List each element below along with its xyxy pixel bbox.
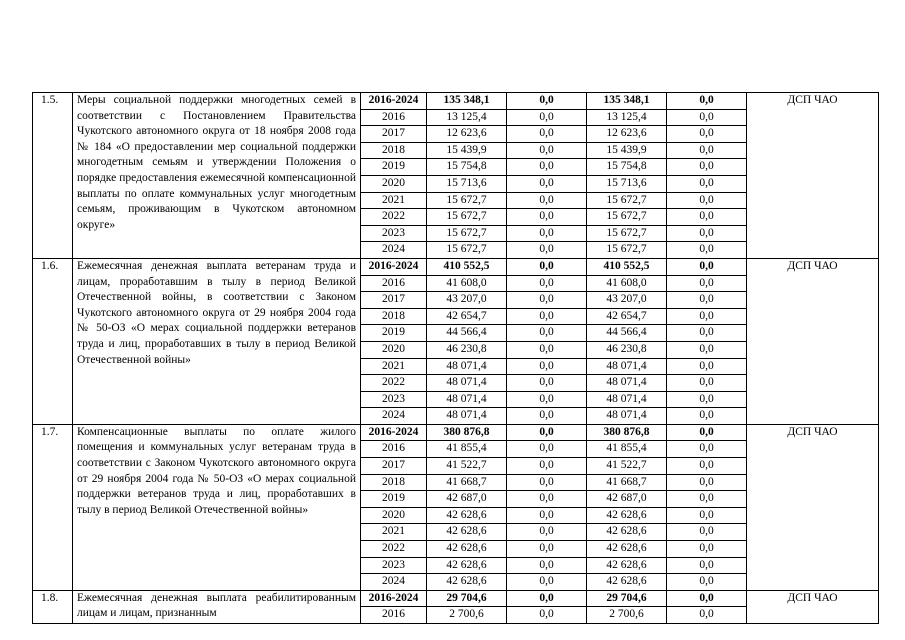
other-sources-cell: 0,0: [667, 491, 747, 508]
district-budget-cell: 15 439,9: [587, 142, 667, 159]
federal-budget-cell: 0,0: [507, 391, 587, 408]
other-sources-cell: 0,0: [667, 93, 747, 110]
total-cell: 42 628,6: [427, 524, 507, 541]
district-budget-cell: 42 628,6: [587, 541, 667, 558]
year-cell: 2016-2024: [361, 424, 427, 441]
district-budget-cell: 380 876,8: [587, 424, 667, 441]
total-cell: 48 071,4: [427, 408, 507, 425]
federal-budget-cell: 0,0: [507, 159, 587, 176]
table-row-total: [33, 93, 879, 110]
federal-budget-cell: 0,0: [507, 292, 587, 309]
federal-budget-cell: 0,0: [507, 126, 587, 143]
federal-budget-cell: 0,0: [507, 308, 587, 325]
district-budget-cell: 2 700,6: [587, 607, 667, 624]
other-sources-cell: 0,0: [667, 109, 747, 126]
other-sources-cell: 0,0: [667, 275, 747, 292]
year-cell: 2016: [361, 441, 427, 458]
total-cell: 48 071,4: [427, 375, 507, 392]
year-cell: 2019: [361, 491, 427, 508]
district-budget-cell: 41 522,7: [587, 458, 667, 475]
federal-budget-cell: 0,0: [507, 408, 587, 425]
year-cell: 2016: [361, 275, 427, 292]
other-sources-cell: 0,0: [667, 258, 747, 275]
executor-cell: ДСП ЧАО: [747, 258, 879, 424]
federal-budget-cell: 0,0: [507, 441, 587, 458]
district-budget-cell: 29 704,6: [587, 590, 667, 607]
total-cell: 42 628,6: [427, 541, 507, 558]
federal-budget-cell: 0,0: [507, 358, 587, 375]
year-cell: 2021: [361, 192, 427, 209]
item-number: 1.6.: [33, 258, 73, 424]
year-cell: 2021: [361, 358, 427, 375]
total-cell: 15 672,7: [427, 242, 507, 259]
district-budget-cell: 42 628,6: [587, 557, 667, 574]
district-budget-cell: 13 125,4: [587, 109, 667, 126]
district-budget-cell: 42 654,7: [587, 308, 667, 325]
year-cell: 2017: [361, 458, 427, 475]
year-cell: 2024: [361, 242, 427, 259]
district-budget-cell: 48 071,4: [587, 408, 667, 425]
federal-budget-cell: 0,0: [507, 93, 587, 110]
year-cell: 2023: [361, 225, 427, 242]
total-cell: 15 672,7: [427, 225, 507, 242]
total-cell: 13 125,4: [427, 109, 507, 126]
federal-budget-cell: 0,0: [507, 242, 587, 259]
year-cell: 2017: [361, 126, 427, 143]
year-cell: 2018: [361, 474, 427, 491]
federal-budget-cell: 0,0: [507, 375, 587, 392]
federal-budget-cell: 0,0: [507, 275, 587, 292]
district-budget-cell: 15 754,8: [587, 159, 667, 176]
year-cell: 2018: [361, 308, 427, 325]
total-cell: 42 654,7: [427, 308, 507, 325]
year-cell: 2020: [361, 341, 427, 358]
total-cell: 43 207,0: [427, 292, 507, 309]
district-budget-cell: 12 623,6: [587, 126, 667, 143]
federal-budget-cell: 0,0: [507, 142, 587, 159]
federal-budget-cell: 0,0: [507, 325, 587, 342]
total-cell: 15 672,7: [427, 209, 507, 226]
year-cell: 2021: [361, 524, 427, 541]
total-cell: 29 704,6: [427, 590, 507, 607]
table-row-total: [33, 258, 879, 275]
executor-cell: ДСП ЧАО: [747, 590, 879, 623]
federal-budget-cell: 0,0: [507, 225, 587, 242]
other-sources-cell: 0,0: [667, 607, 747, 624]
other-sources-cell: 0,0: [667, 225, 747, 242]
district-budget-cell: 41 608,0: [587, 275, 667, 292]
total-cell: 42 628,6: [427, 507, 507, 524]
year-cell: 2016: [361, 109, 427, 126]
item-description: Ежемесячная денежная выплата реабилитированным лицам и лицам, признанным: [73, 590, 361, 623]
total-cell: 15 672,7: [427, 192, 507, 209]
total-cell: 41 608,0: [427, 275, 507, 292]
total-cell: 41 522,7: [427, 458, 507, 475]
other-sources-cell: 0,0: [667, 375, 747, 392]
table-row-total: [33, 424, 879, 441]
other-sources-cell: 0,0: [667, 541, 747, 558]
item-number: 1.7.: [33, 424, 73, 590]
district-budget-cell: 46 230,8: [587, 341, 667, 358]
year-cell: 2019: [361, 325, 427, 342]
federal-budget-cell: 0,0: [507, 175, 587, 192]
total-cell: 2 700,6: [427, 607, 507, 624]
other-sources-cell: 0,0: [667, 325, 747, 342]
district-budget-cell: 41 668,7: [587, 474, 667, 491]
federal-budget-cell: 0,0: [507, 491, 587, 508]
total-cell: 42 628,6: [427, 574, 507, 591]
district-budget-cell: 43 207,0: [587, 292, 667, 309]
federal-budget-cell: 0,0: [507, 341, 587, 358]
district-budget-cell: 48 071,4: [587, 358, 667, 375]
district-budget-cell: 42 628,6: [587, 574, 667, 591]
other-sources-cell: 0,0: [667, 142, 747, 159]
executor-cell: ДСП ЧАО: [747, 424, 879, 590]
other-sources-cell: 0,0: [667, 175, 747, 192]
table-row-total: [33, 590, 879, 607]
other-sources-cell: 0,0: [667, 341, 747, 358]
other-sources-cell: 0,0: [667, 126, 747, 143]
year-cell: 2022: [361, 541, 427, 558]
federal-budget-cell: 0,0: [507, 507, 587, 524]
year-cell: 2017: [361, 292, 427, 309]
item-number: 1.8.: [33, 590, 73, 623]
federal-budget-cell: 0,0: [507, 607, 587, 624]
federal-budget-cell: 0,0: [507, 192, 587, 209]
total-cell: 380 876,8: [427, 424, 507, 441]
item-description: Меры социальной поддержки многодетных семей в соответствии с Постановлением Правительства Чукотского автономного округа от 18 ноября 2008 года № 184 «О предоставлении мер социальной поддержки многодетным семьям и утверждении Положения о порядке предоставления ежемесячной компенсационной выплаты по оплате коммунальных услуг многодетным семьям, проживающим в Чукотском автономном округе»: [73, 93, 361, 259]
total-cell: 410 552,5: [427, 258, 507, 275]
federal-budget-cell: 0,0: [507, 524, 587, 541]
district-budget-cell: 410 552,5: [587, 258, 667, 275]
year-cell: 2022: [361, 375, 427, 392]
federal-budget-cell: 0,0: [507, 541, 587, 558]
federal-budget-cell: 0,0: [507, 557, 587, 574]
item-description: Компенсационные выплаты по оплате жилого помещения и коммунальных услуг ветеранам труда в соответствии с Законом Чукотского автономного округа от 29 ноября 2004 года № 50-ОЗ «О мерах социальной поддержки ветеранов труда и лиц, проработавших в тылу в период Великой Отечественной войны»: [73, 424, 361, 590]
other-sources-cell: 0,0: [667, 507, 747, 524]
other-sources-cell: 0,0: [667, 458, 747, 475]
year-cell: 2016-2024: [361, 93, 427, 110]
year-cell: 2020: [361, 175, 427, 192]
item-number: 1.5.: [33, 93, 73, 259]
district-budget-cell: 42 628,6: [587, 507, 667, 524]
total-cell: 135 348,1: [427, 93, 507, 110]
item-description: Ежемесячная денежная выплата ветеранам труда и лицам, проработавшим в тылу в период Великой Отечественной войны, в соответствии с Законом Чукотского автономного округа от 29 ноября 2004 года № 50-ОЗ «О мерах социальной поддержки ветеранов труда и лиц, проработавших в тылу в период Великой Отечественной войны»: [73, 258, 361, 424]
federal-budget-cell: 0,0: [507, 424, 587, 441]
district-budget-cell: 15 672,7: [587, 192, 667, 209]
year-cell: 2016-2024: [361, 590, 427, 607]
total-cell: 44 566,4: [427, 325, 507, 342]
other-sources-cell: 0,0: [667, 308, 747, 325]
federal-budget-cell: 0,0: [507, 109, 587, 126]
year-cell: 2024: [361, 574, 427, 591]
district-budget-cell: 44 566,4: [587, 325, 667, 342]
total-cell: 15 713,6: [427, 175, 507, 192]
federal-budget-cell: 0,0: [507, 458, 587, 475]
budget-table: [32, 92, 879, 624]
total-cell: 41 668,7: [427, 474, 507, 491]
year-cell: 2020: [361, 507, 427, 524]
district-budget-cell: 42 628,6: [587, 524, 667, 541]
other-sources-cell: 0,0: [667, 159, 747, 176]
year-cell: 2016: [361, 607, 427, 624]
total-cell: 48 071,4: [427, 358, 507, 375]
other-sources-cell: 0,0: [667, 424, 747, 441]
other-sources-cell: 0,0: [667, 391, 747, 408]
total-cell: 12 623,6: [427, 126, 507, 143]
district-budget-cell: 15 672,7: [587, 225, 667, 242]
total-cell: 41 855,4: [427, 441, 507, 458]
federal-budget-cell: 0,0: [507, 209, 587, 226]
total-cell: 42 687,0: [427, 491, 507, 508]
other-sources-cell: 0,0: [667, 524, 747, 541]
federal-budget-cell: 0,0: [507, 258, 587, 275]
district-budget-cell: 15 672,7: [587, 242, 667, 259]
other-sources-cell: 0,0: [667, 574, 747, 591]
other-sources-cell: 0,0: [667, 590, 747, 607]
total-cell: 15 754,8: [427, 159, 507, 176]
district-budget-cell: 135 348,1: [587, 93, 667, 110]
other-sources-cell: 0,0: [667, 192, 747, 209]
year-cell: 2016-2024: [361, 258, 427, 275]
other-sources-cell: 0,0: [667, 292, 747, 309]
district-budget-cell: 15 713,6: [587, 175, 667, 192]
total-cell: 15 439,9: [427, 142, 507, 159]
federal-budget-cell: 0,0: [507, 590, 587, 607]
other-sources-cell: 0,0: [667, 242, 747, 259]
federal-budget-cell: 0,0: [507, 474, 587, 491]
district-budget-cell: 41 855,4: [587, 441, 667, 458]
federal-budget-cell: 0,0: [507, 574, 587, 591]
other-sources-cell: 0,0: [667, 441, 747, 458]
total-cell: 46 230,8: [427, 341, 507, 358]
district-budget-cell: 15 672,7: [587, 209, 667, 226]
other-sources-cell: 0,0: [667, 557, 747, 574]
executor-cell: ДСП ЧАО: [747, 93, 879, 259]
other-sources-cell: 0,0: [667, 474, 747, 491]
year-cell: 2023: [361, 391, 427, 408]
total-cell: 42 628,6: [427, 557, 507, 574]
district-budget-cell: 48 071,4: [587, 375, 667, 392]
total-cell: 48 071,4: [427, 391, 507, 408]
year-cell: 2019: [361, 159, 427, 176]
year-cell: 2018: [361, 142, 427, 159]
other-sources-cell: 0,0: [667, 408, 747, 425]
other-sources-cell: 0,0: [667, 209, 747, 226]
district-budget-cell: 42 687,0: [587, 491, 667, 508]
other-sources-cell: 0,0: [667, 358, 747, 375]
year-cell: 2022: [361, 209, 427, 226]
year-cell: 2023: [361, 557, 427, 574]
district-budget-cell: 48 071,4: [587, 391, 667, 408]
year-cell: 2024: [361, 408, 427, 425]
